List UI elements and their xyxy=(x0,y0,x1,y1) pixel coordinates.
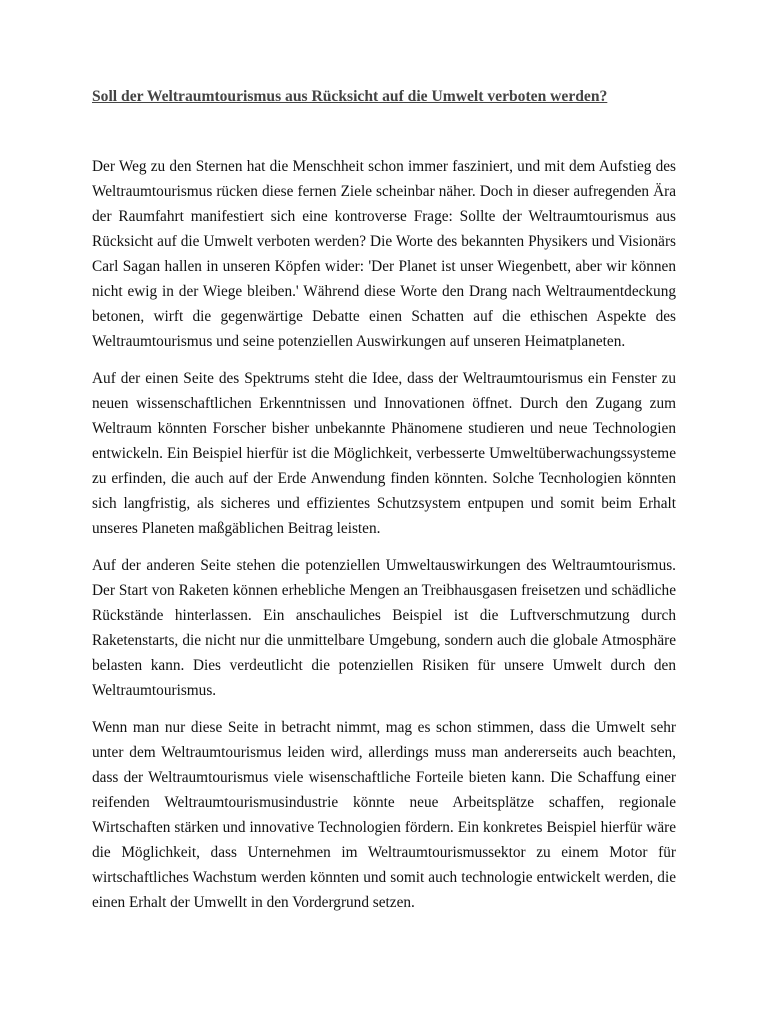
document-page xyxy=(92,86,676,927)
document-body xyxy=(92,154,676,915)
paragraph-weighing: Wenn man nur diese Seite in betracht nimmt, mag es schon stimmen, dass die Umwelt sehr unter dem Weltraumtourismus leiden wird, allerdings muss man andererseits auch beachten, dass der Weltraumtourismus viele wisenschaftliche Forteile bieten kann. Die Schaffung einer reifenden Weltraumtourismusindustrie könnte neue Arbeitsplätze schaffen, regionale Wirtschaften stärken und innovative Technologien fördern. Ein konkretes Beispiel hierfür wäre die Möglichkeit, dass Unternehmen im Weltraumtourismussektor zu einem Motor für wirtschaftliches Wachstum werden könnten und somit auch technologie entwickelt werden, die einen Erhalt der Umwellt in den Vordergrund setzen. xyxy=(92,719,676,911)
paragraph-pro-arguments: Auf der einen Seite des Spektrums steht die Idee, dass der Weltraumtourismus ein Fenster zu neuen wissenschaftlichen Erkenntnissen und Innovationen öffnet. Durch den Zugang zum Weltraum könnten Forscher bisher unbekannte Phänomene studieren und neue Technologien entwickeln. Ein Beispiel hierfür ist die Möglichkeit, verbesserte Umweltüberwachungssysteme zu erfinden, die auch auf der Erde Anwendung finden könnten. Solche Tecnhologien könnten sich langfristig, als sicheres und effizientes Schutzsystem entpupen und somit beim Erhalt unseres Planeten maßgäblichen Beitrag leisten. xyxy=(92,370,676,537)
paragraph-intro: Der Weg zu den Sternen hat die Menschheit schon immer fasziniert, und mit dem Aufstieg des Weltraumtourismus rücken diese fernen Ziele scheinbar näher. Doch in dieser aufregenden Ära der Raumfahrt manifestiert sich eine kontroverse Frage: Sollte der Weltraumtourismus aus Rücksicht auf die Umwelt verboten werden? Die Worte des bekannten Physikers und Visionärs Carl Sagan hallen in unseren Köpfen wider: 'Der Planet ist unser Wiegenbett, aber wir können nicht ewig in der Wiege bleiben.' Während diese Worte den Drang nach Weltraumentdeckung betonen, wirft die gegenwärtige Debatte einen Schatten auf die ethischen Aspekte des Weltraumtourismus und seine potenziellen Auswirkungen auf unseren Heimatplaneten. xyxy=(92,158,676,350)
document-title: Soll der Weltraumtourismus aus Rücksicht auf die Umwelt verboten werden? xyxy=(92,88,608,105)
paragraph-contra-arguments: Auf der anderen Seite stehen die potenziellen Umweltauswirkungen des Weltraumtourismus. Der Start von Raketen können erhebliche Mengen an Treibhausgasen freisetzen und schädliche Rückstände hinterlassen. Ein anschauliches Beispiel ist die Luftverschmutzung durch Raketenstarts, die nicht nur die unmittelbare Umgebung, sondern auch die globale Atmosphäre belasten kann. Dies verdeutlicht die potenziellen Risiken für unsere Umwelt durch den Weltraumtourismus. xyxy=(92,557,676,699)
